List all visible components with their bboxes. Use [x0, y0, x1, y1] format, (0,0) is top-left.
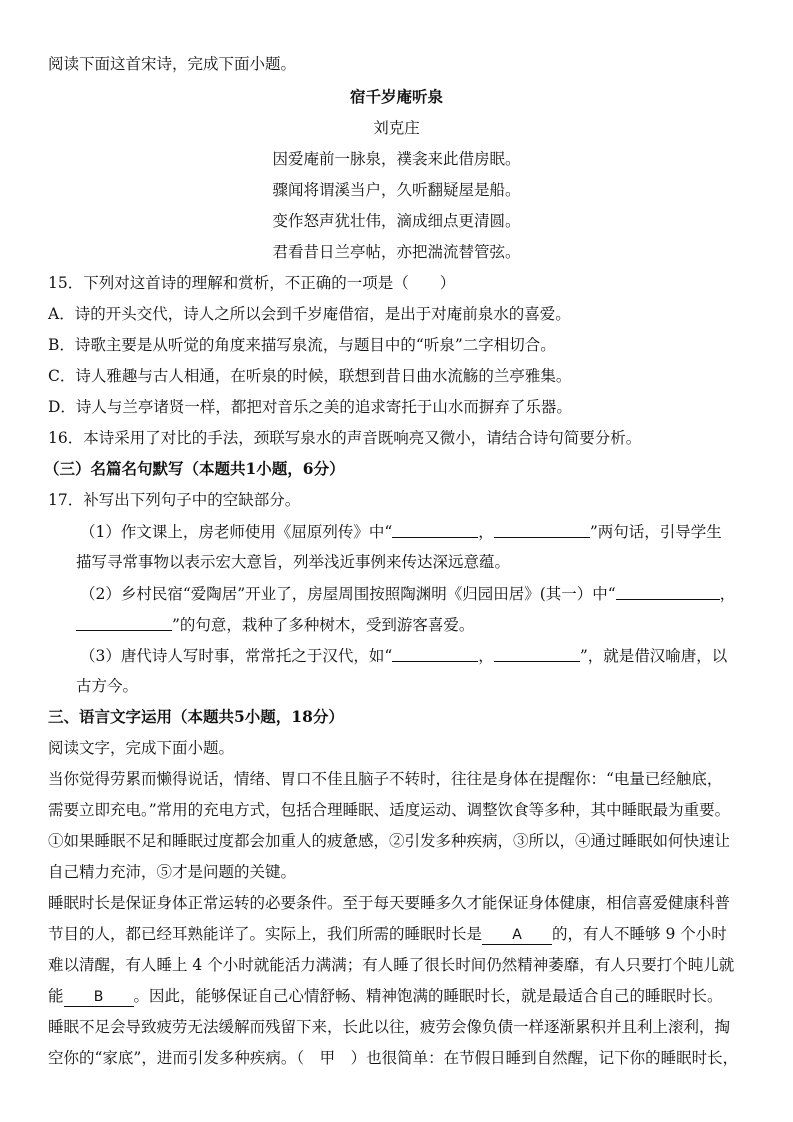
passage-line: 需要立即充电。”常用的充电方式，包括合理睡眠、适度运动、调整饮食等多种，其中睡眠最为重要。	[48, 801, 731, 819]
poem-line: 骤闻将谓溪当户，久听翻疑屋是船。	[272, 181, 521, 199]
passage-line	[48, 985, 723, 1007]
question-15-option-d[interactable]: D．诗人与兰亭诸贤一样，都把对音乐之美的追求寄托于山水而摒弃了乐器。	[48, 398, 572, 416]
passage-line: 难以清醒，有人睡上 4 个小时就能活力满满；有人睡了很长时间仍然精神萎靡，有人只要打个盹儿就	[48, 956, 735, 974]
question-15-option-a[interactable]: A．诗的开头交代，诗人之所以会到千岁庵借宿，是出于对庵前泉水的喜爱。	[48, 305, 571, 323]
poem-author: 刘克庄	[373, 119, 420, 137]
blank-a[interactable]: A	[482, 926, 552, 945]
reading-instruction: 阅读文字，完成下面小题。	[48, 739, 235, 757]
question-17-item-3	[80, 644, 727, 667]
section-3-heading: （三）名篇名句默写（本题共1小题，6分）	[44, 459, 345, 478]
question-15-stem: 15．下列对这首诗的理解和赏析，不正确的一项是（ ）	[48, 274, 456, 292]
blank-b[interactable]: B	[64, 988, 134, 1007]
poem-title: 宿千岁庵听泉	[349, 87, 443, 106]
q17-3-separator: ，	[478, 647, 494, 665]
passage-text: 节目的人，都已经耳熟能详了。实际上，我们所需的睡眠时长是	[48, 925, 483, 943]
passage-line	[48, 923, 727, 945]
question-17-item-1	[80, 520, 722, 543]
question-15-option-b[interactable]: B．诗歌主要是从听觉的角度来描写泉流，与题目中的“听泉”二字相切合。	[48, 336, 556, 354]
q17-2-text-b: ”的句意，栽种了多种树木，受到游客喜爱。	[172, 616, 475, 634]
answer-blank[interactable]	[494, 645, 580, 662]
answer-blank[interactable]	[494, 521, 590, 538]
q17-3-text-a: （3）唐代诗人写时事，常常托之于汉代，如“	[80, 647, 393, 665]
passage-line: 睡眠不足会导致疲劳无法缓解而残留下来，长此以往，疲劳会像负债一样逐渐累积并且利上滚利，掏	[48, 1018, 731, 1036]
question-15-option-c[interactable]: C．诗人雅趣与古人相通，在听泉的时候，联想到昔日曲水流觞的兰亭雅集。	[48, 367, 572, 385]
passage-line: 空你的“家底”，进而引发多种疾病。（ 甲 ）也很简单：在节假日睡到自然醒，记下你的睡眠时长，	[48, 1049, 739, 1067]
part-3-heading: 三、语言文字运用（本题共5小题，18分）	[48, 707, 344, 726]
poem-line: 因爱庵前一脉泉，襆衾来此借房眠。	[272, 150, 521, 168]
q17-1-text-b: ”两句话，引导学生	[589, 523, 722, 541]
question-17-item-3-cont: 古方今。	[76, 677, 139, 695]
question-16-stem: 16．本诗采用了对比的手法，颈联写泉水的声音既响亮又微小，请结合诗句简要分析。	[48, 429, 642, 447]
passage-text: 的，有人不睡够 9 个小时	[552, 925, 727, 943]
q17-2-separator: ，	[719, 585, 736, 603]
answer-blank[interactable]	[392, 521, 478, 538]
answer-blank[interactable]	[392, 645, 478, 662]
question-17-item-2	[80, 582, 735, 605]
q17-1-text-a: （1）作文课上，房老师使用《屈原列传》中“	[80, 523, 393, 541]
passage-line: 当你觉得劳累而懒得说话，情绪、胃口不佳且脑子不转时，往往是身体在提醒你：“电量已经触底，	[48, 770, 723, 788]
q17-3-text-b: ”，就是借汉喻唐，以	[579, 647, 728, 665]
question-17-stem: 17．补写出下列句子中的空缺部分。	[48, 491, 301, 509]
passage-line: ①如果睡眠不足和睡眠过度都会加重人的疲惫感，②引发多种疾病，③所以，④通过睡眠如何快速让	[48, 832, 731, 850]
question-17-item-2-cont	[76, 613, 474, 636]
intro-instruction: 阅读下面这首宋诗，完成下面小题。	[48, 55, 297, 73]
poem-line: 君看昔日兰亭帖，亦把湍流替管弦。	[272, 243, 521, 261]
passage-line: 睡眠时长是保证身体正常运转的必要条件。至于每天要睡多久才能保证身体健康，相信喜爱健康科普	[48, 894, 731, 912]
q17-2-text-a: （2）乡村民宿“爱陶居”开业了，房屋周围按照陶渊明《归园田居》(其一）中“	[80, 585, 616, 603]
answer-blank[interactable]	[76, 614, 172, 631]
q17-1-separator: ，	[478, 523, 494, 541]
passage-text: 。因此，能够保证自己心情舒畅、精神饱满的睡眠时长，就是最适合自己的睡眠时长。	[133, 987, 723, 1005]
answer-blank[interactable]	[616, 583, 720, 600]
question-17-item-1-cont: 描写寻常事物以表示宏大意旨，列举浅近事例来传达深远意蕴。	[76, 553, 511, 571]
poem-line: 变作怒声犹壮伟，滴成细点更清圆。	[272, 212, 521, 230]
passage-text: 能	[48, 987, 64, 1005]
passage-line: 自己精力充沛，⑤才是问题的关键。	[48, 863, 297, 881]
